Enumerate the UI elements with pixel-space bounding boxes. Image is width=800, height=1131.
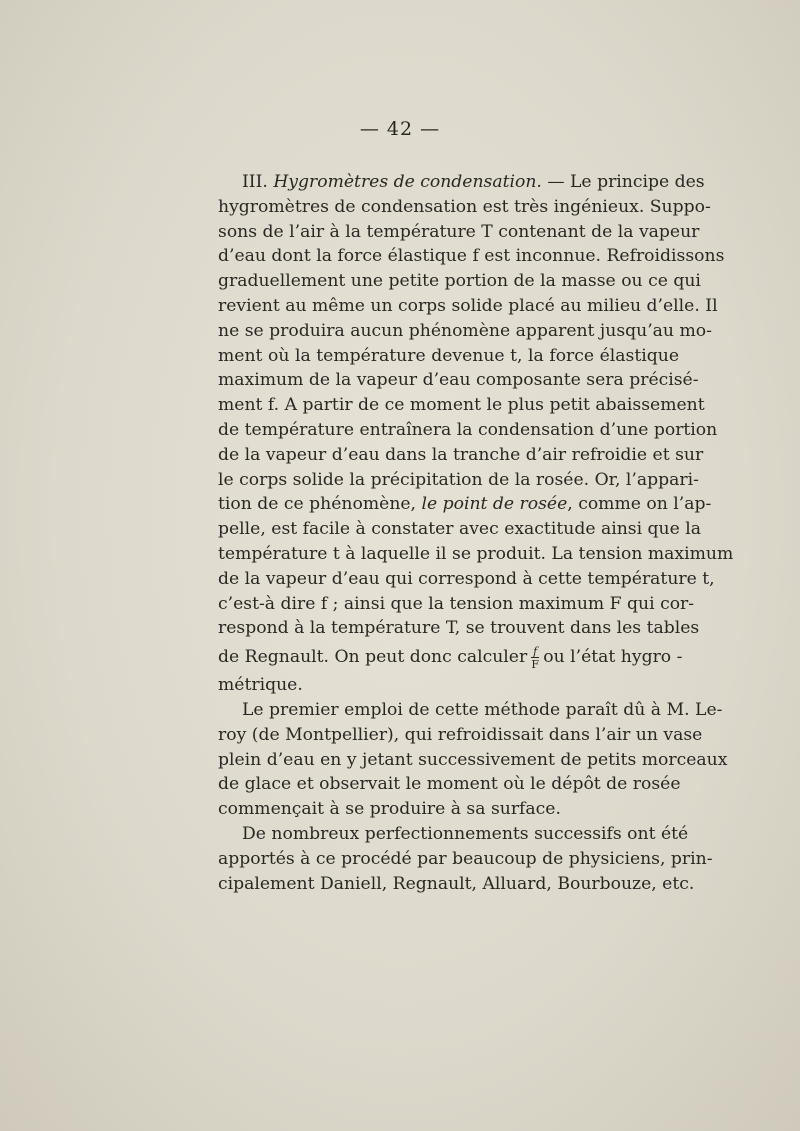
dew-point-line	[218, 492, 712, 517]
text-line: respond à la température T, se trouvent dans les tables	[218, 618, 700, 639]
text-line: ne se produira aucun phénomène apparent jusqu’au mo-	[218, 320, 712, 341]
text-line: de la vapeur d’eau dans la tranche d’air refroidie et sur	[218, 444, 704, 465]
text-line: De nombreux perfectionnements successifs ont été	[242, 823, 689, 844]
text-line: plein d’eau en y jetant successivement de petits morceaux	[218, 749, 728, 770]
section-number: III.	[242, 172, 268, 192]
section-heading-line	[218, 170, 705, 195]
text-line: — Le principe des	[541, 172, 705, 192]
text-line: roy (de Montpellier), qui refroidissait dans l’air un vase	[218, 724, 703, 745]
text-fragment: ou l’état hygro -	[543, 647, 683, 668]
text-line: ment où la température devenue t, la force élastique	[218, 345, 679, 366]
text-line: commençait à se produire à sa surface.	[218, 799, 561, 820]
text-line: le corps solide la précipitation de la rosée. Or, l’appari-	[218, 469, 699, 490]
text-fragment: de Regnault. On peut donc calculer	[218, 647, 528, 668]
text-line: apportés à ce procédé par beaucoup de physiciens, prin-	[218, 848, 713, 869]
text-line: graduellement une petite portion de la masse ou ce qui	[218, 271, 701, 292]
text-line: pelle, est facile à constater avec exactitude ainsi que la	[218, 519, 701, 540]
text-line: température t à laquelle il se produit. La tension maximum	[218, 543, 734, 564]
text-line: de température entraînera la condensation d’une portion	[218, 419, 718, 440]
text-line: métrique.	[218, 675, 303, 696]
text-line: d’eau dont la force élastique f est inconnue. Refroidissons	[218, 246, 725, 267]
formula-line	[218, 641, 683, 673]
text-line: hygromètres de condensation est très ingénieux. Suppo-	[218, 196, 711, 217]
text-line: de la vapeur d’eau qui correspond à cette température t,	[218, 568, 715, 589]
text-line: ment f. A partir de ce moment le plus petit abaissement	[218, 395, 705, 416]
body-text	[218, 170, 734, 896]
text-line: revient au même un corps solide placé au milieu d’elle. Il	[218, 295, 718, 316]
text-line: c’est-à dire f ; ainsi que la tension maximum F qui cor-	[218, 593, 695, 614]
text-line: cipalement Daniell, Regnault, Alluard, Bourbouze, etc.	[218, 873, 695, 894]
text-line: maximum de la vapeur d’eau composante sera précisé-	[218, 370, 699, 391]
text-line: Le premier emploi de cette méthode paraît dû à M. Le-	[242, 699, 723, 720]
text-fragment: , comme on l’ap-	[567, 494, 712, 515]
fraction-denominator: F	[531, 657, 540, 671]
text-line: de glace et observait le moment où le dépôt de rosée	[218, 774, 681, 795]
fraction-numerator: f	[533, 644, 538, 658]
text-fragment: tion de ce phénomène,	[218, 494, 422, 515]
dew-point-term: le point de rosée	[421, 494, 568, 515]
fraction-f-over-F	[531, 646, 539, 670]
section-title: Hygromètres de condensation.	[273, 172, 542, 192]
page-number: — 42 —	[359, 118, 441, 140]
text-line: sons de l’air à la température T contenant de la vapeur	[218, 221, 700, 242]
